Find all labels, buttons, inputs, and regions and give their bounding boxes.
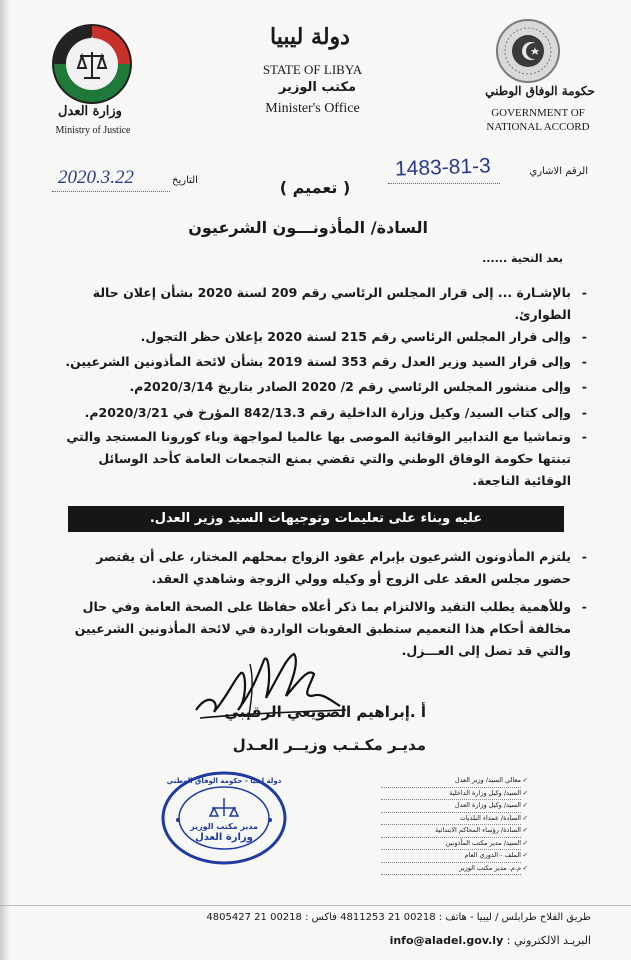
- government-name-en-line1: GOVERNMENT OF: [491, 107, 585, 119]
- directive-item: [61, 546, 587, 590]
- state-name-ar: دولة ليبيا: [270, 24, 350, 50]
- bullet-dash: -: [581, 285, 587, 300]
- ministry-of-justice-emblem-icon: [50, 22, 134, 106]
- cc-item: [381, 813, 528, 826]
- cc-item: [381, 850, 528, 863]
- bullet-dash: -: [581, 549, 587, 564]
- state-name-en: STATE OF LIBYA: [262, 62, 363, 77]
- cc-text: السيد/ وكيل وزارة العدل: [454, 801, 521, 809]
- cc-item: [381, 800, 528, 813]
- tick-icon: ✓: [522, 851, 528, 859]
- tick-icon: ✓: [522, 788, 528, 797]
- bullet-dash: -: [581, 405, 587, 420]
- government-seal-icon: [495, 18, 561, 84]
- cc-item: [381, 838, 528, 851]
- reference-text: وإلى منشور المجلس الرئاسي رقم 2/ 2020 الصادر بتاريخ 2020/3/14م.: [129, 379, 571, 394]
- reference-label: الرقم الاشاري: [529, 166, 588, 177]
- footer-address: طريق الفلاح طرابلس / ليبيا - هاتف : 00218 21 4811253 فاكس : 00218 21 4805427: [206, 912, 591, 923]
- tick-icon: ✓: [522, 801, 528, 809]
- government-name-ar: حكومة الوفاق الوطني: [485, 84, 595, 98]
- cc-text: السيد/ وكيل وزارة الداخلية: [449, 788, 521, 797]
- stamp-line-3: وزارة العدل: [195, 832, 253, 843]
- bullet-dash: -: [581, 379, 587, 394]
- reference-item: [61, 351, 587, 373]
- cc-text: السيد/ مدير مكتب المأذونين: [445, 838, 521, 847]
- date-value: 2020.3.22: [58, 167, 134, 188]
- office-name-en: Minister's Office: [265, 101, 360, 116]
- tick-icon: ✓: [522, 826, 528, 834]
- email-link[interactable]: info@aladel.gov.ly: [389, 934, 504, 947]
- stamp-text: [186, 821, 262, 843]
- reference-text: وتماشيا مع التدابير الوقائية الموصى بها عالميا لمواجهة وباء كورونا المستجد والتي تبنتها حكومة الوفاق الوطني والتي تقضي بمنع التجمعات العامة كأحد الوسائل الوقائية الناجعة.: [66, 429, 571, 488]
- directive-banner: عليه وبناء على تعليمات وتوجيهات السيد وزير العدل.: [68, 506, 564, 532]
- reference-text: وإلى كتاب السيد/ وكيل وزارة الداخلية رقم 842/13.3 المؤرخ في 2020/3/21م.: [84, 405, 571, 420]
- cc-list: [381, 775, 528, 875]
- reference-item: [61, 326, 587, 348]
- scan-edge-shadow: [0, 0, 10, 960]
- stamp-line-2: مدير مكتب الوزير: [190, 822, 258, 831]
- official-stamp: [160, 770, 288, 866]
- cc-item: [381, 825, 528, 838]
- cc-text: م.م. مدير مكتب الوزير: [459, 863, 521, 872]
- cc-item: [381, 863, 528, 876]
- tick-icon: ✓: [522, 813, 528, 822]
- bullet-dash: -: [581, 354, 587, 369]
- reference-item: [61, 282, 587, 326]
- date-underline: [52, 190, 170, 192]
- reference-text: وإلى قرار المجلس الرئاسي رقم 215 لسنة 2020 بإعلان حظر التجول.: [140, 329, 571, 344]
- bullet-dash: -: [581, 329, 587, 344]
- tick-icon: ✓: [522, 776, 528, 784]
- stamp-ring-text: دولة ليبيا - حكومة الوفاق الوطني: [166, 777, 282, 785]
- bullet-dash: -: [581, 599, 587, 614]
- footer-divider: [0, 905, 631, 906]
- addressee: السادة/ المأذونـــون الشرعيون: [188, 218, 428, 237]
- ministry-name-en: Ministry of Justice: [55, 125, 131, 136]
- tick-icon: ✓: [522, 838, 528, 847]
- cc-item: [381, 775, 528, 788]
- bullet-dash: -: [581, 429, 587, 444]
- government-name-en: [468, 106, 608, 134]
- footer-email-row: [31, 934, 591, 947]
- document-title: ( تعميم ): [279, 178, 351, 197]
- office-name-ar: مكتب الوزير: [278, 80, 357, 95]
- government-name-en-line2: NATIONAL ACCORD: [486, 121, 590, 133]
- cc-text: السادة/ رؤساء المحاكم الابتدائية: [435, 826, 521, 834]
- reference-item: [61, 426, 587, 492]
- cc-item: [381, 788, 528, 801]
- email-label: البريـد الالكتروني :: [506, 934, 591, 947]
- cc-text: الملف - الدوري العام: [464, 851, 521, 859]
- reference-text: وإلى قرار السيد وزير العدل رقم 353 لسنة 2019 بشأن لائحة المأذونين الشرعيين.: [65, 354, 571, 369]
- date-label: التاريخ: [172, 175, 198, 186]
- ministry-name-ar: وزارة العدل: [58, 104, 122, 119]
- signer-title: مديـر مكـتـب وزيــر العـدل: [232, 736, 426, 754]
- greeting: بعد التحية ......: [482, 252, 563, 265]
- reference-text: بالإشـارة ... إلى قرار المجلس الرئاسي رقم 209 لسنة 2020 بشأن إعلان حالة الطوارئ.: [92, 285, 571, 322]
- reference-number: 1483-81-3: [394, 154, 492, 181]
- cc-text: السادة/ عمداء البلديات: [459, 813, 521, 822]
- directive-text: يلتزم المأذونون الشرعيون بإبرام عقود الزواج بمحلهم المختار، على أن يقتصر حضور مجلس العقد على الزوج أو وكيله وولي الزوجة وشاهدي العقد.: [96, 549, 571, 586]
- directive-text: وللأهمية يطلب التقيد والالتزام بما ذكر أعلاه حفاظا على الصحة العامة وفي حال مخالفة أحكام هذا التعميم ستطبق العقوبات الواردة في لائحة المأذونين الشرعيين والتي قد تصل إلى العـــزل.: [74, 599, 571, 658]
- cc-text: معالي السيد/ وزير العدل: [454, 776, 521, 784]
- reference-item: [61, 376, 587, 398]
- signer-name: أ .إبراهيم الصويعي الرقيبي: [224, 703, 426, 721]
- reference-item: [61, 402, 587, 424]
- reference-underline: [388, 182, 500, 184]
- tick-icon: ✓: [522, 863, 528, 872]
